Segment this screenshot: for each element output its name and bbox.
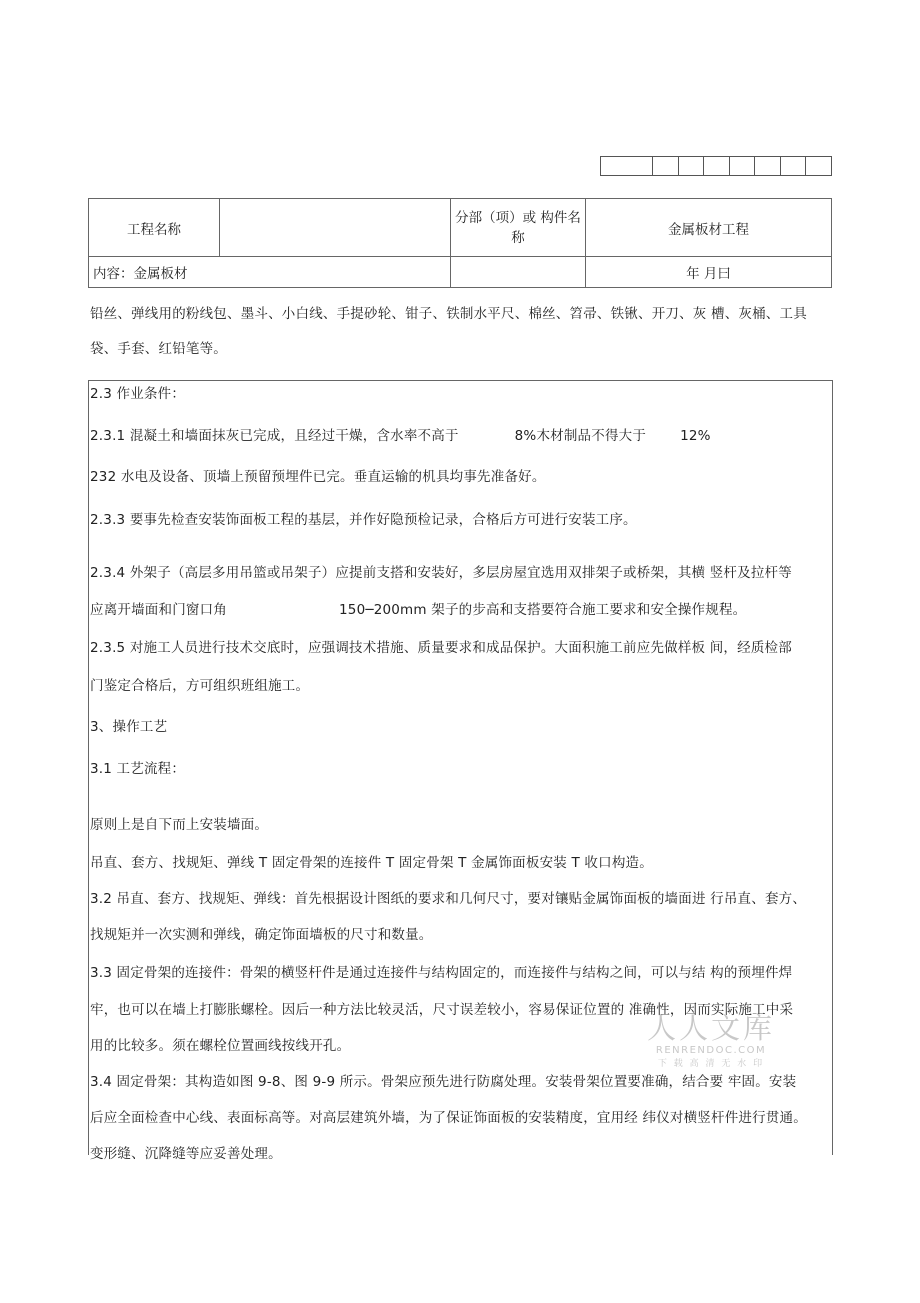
section-3-1-title: 3.1 工艺流程：	[90, 761, 186, 777]
section-3-title: 3、操作工艺	[90, 719, 168, 735]
section-2-3-5-line2: 门鉴定合格后，方可组织班组施工。	[90, 678, 310, 694]
grid-cell	[755, 157, 781, 175]
grid-cell	[679, 157, 705, 175]
project-header-table	[88, 198, 832, 288]
subitem-label: 分部（项）或 构件名称	[451, 199, 586, 257]
section-3-3-line2: 牢，也可以在墙上打膨胀螺栓。因后一种方法比较灵活，尺寸误差较小，容易保证位置的 准确性，因而实际施工中采	[90, 1002, 794, 1018]
section-2-3-1-wood: 8%木材制品不得大于	[514, 428, 647, 444]
date-label: 年 月曰	[586, 257, 832, 288]
watermark-url: RENRENDOC.COM	[655, 1045, 767, 1056]
section-2-3-3: 2.3.3 要事先检查安装饰面板工程的基层，并作好隐预检记录，合格后方可进行安装工序。	[90, 512, 637, 528]
section-2-3-4-text: 应离开墙面和门窗口角	[90, 602, 227, 618]
section-2-3-1	[90, 424, 711, 444]
grid-cell	[653, 157, 679, 175]
section-3-2-line2: 找规矩并一次实测和弹线，确定饰面墙板的尺寸和数量。	[90, 927, 433, 943]
process-flow-text: 吊直、套方、找规矩、弹线 T 固定骨架的连接件 T 固定骨架 T 金属饰面板安装 T 收口构造。	[90, 855, 653, 871]
section-2-3-1-text: 2.3.1 混凝土和墙面抹灰已完成，且经过干燥，含水率不高于	[90, 428, 459, 444]
section-3-3-line1: 3.3 固定骨架的连接件：骨架的横竖杆件是通过连接件与结构固定的，而连接件与结构之间，可以与结 构的预埋件焊	[90, 965, 793, 981]
section-3-4-line2: 后应全面检查中心线、表面标高等。对高层建筑外墙，为了保证饰面板的安装精度，宜用经 纬仪对横竖杆件进行贯通。	[90, 1110, 807, 1126]
section-3-3-line3: 用的比较多。须在螺栓位置画线按线开孔。	[90, 1038, 351, 1054]
watermark-title: 人人文库	[646, 1011, 775, 1045]
section-2-3-4-spec: 150─200mm 架子的步高和支搭要符合施工要求和安全操作规程。	[339, 602, 747, 618]
section-3-2-line1: 3.2 吊直、套方、找规矩、弹线：首先根据设计图纸的要求和几何尺寸，要对镶贴金属饰面板的墙面进 行吊直、套方、	[90, 891, 807, 907]
grid-cell	[781, 157, 807, 175]
section-2-3-2: 232 水电及设备、顶墙上预留预埋件已完。垂直运输的机具均事先准备好。	[90, 469, 546, 485]
section-3-4-line3: 变形缝、沉降缝等应妥善处理。	[90, 1146, 282, 1162]
section-3-4-line1: 3.4 固定骨架：其构造如图 9-8、图 9-9 所示。骨架应预先进行防腐处理。安装骨架位置要准确，结合要 牢固。安装	[90, 1074, 797, 1090]
section-2-3-4-line2	[90, 598, 746, 618]
renrendoc-watermark	[646, 1012, 776, 1070]
tools-list-paragraph: 铅丝、弹线用的粉线包、墨斗、小白线、手提砂轮、钳子、铁制水平尺、棉丝、笤帚、铁锹、开刀、灰 槽、灰桶、工具袋、手套、红铅笔等。	[90, 306, 807, 357]
principle-text: 原则上是自下而上安装墙面。	[90, 817, 269, 833]
grid-cell	[730, 157, 756, 175]
subitem-value: 金属板材工程	[586, 199, 832, 257]
section-2-3-1-value: 12%	[680, 428, 711, 444]
section-2-3-5-line1: 2.3.5 对施工人员进行技术交底时，应强调技术措施、质量要求和成品保护。大面积施工前应先做样板 间，经质检部	[90, 640, 792, 656]
grid-cell	[806, 157, 831, 175]
project-name-value	[220, 199, 451, 257]
grid-cell	[601, 157, 653, 175]
grid-cell	[704, 157, 730, 175]
record-number-grid	[600, 156, 832, 176]
content-label: 内容：金属板材	[89, 257, 451, 288]
project-name-label: 工程名称	[89, 199, 220, 257]
section-2-3-4-line1: 2.3.4 外架子（高层多用吊篮或吊架子）应提前支搭和安装好，多层房屋宜选用双排架子或桥架，其横 竖杆及拉杆等	[90, 565, 792, 581]
watermark-subtitle: 下 载 高 清 无 水 印	[657, 1059, 765, 1069]
section-2-3-title: 2.3 作业条件：	[90, 386, 186, 402]
content-middle-cell	[451, 257, 586, 288]
